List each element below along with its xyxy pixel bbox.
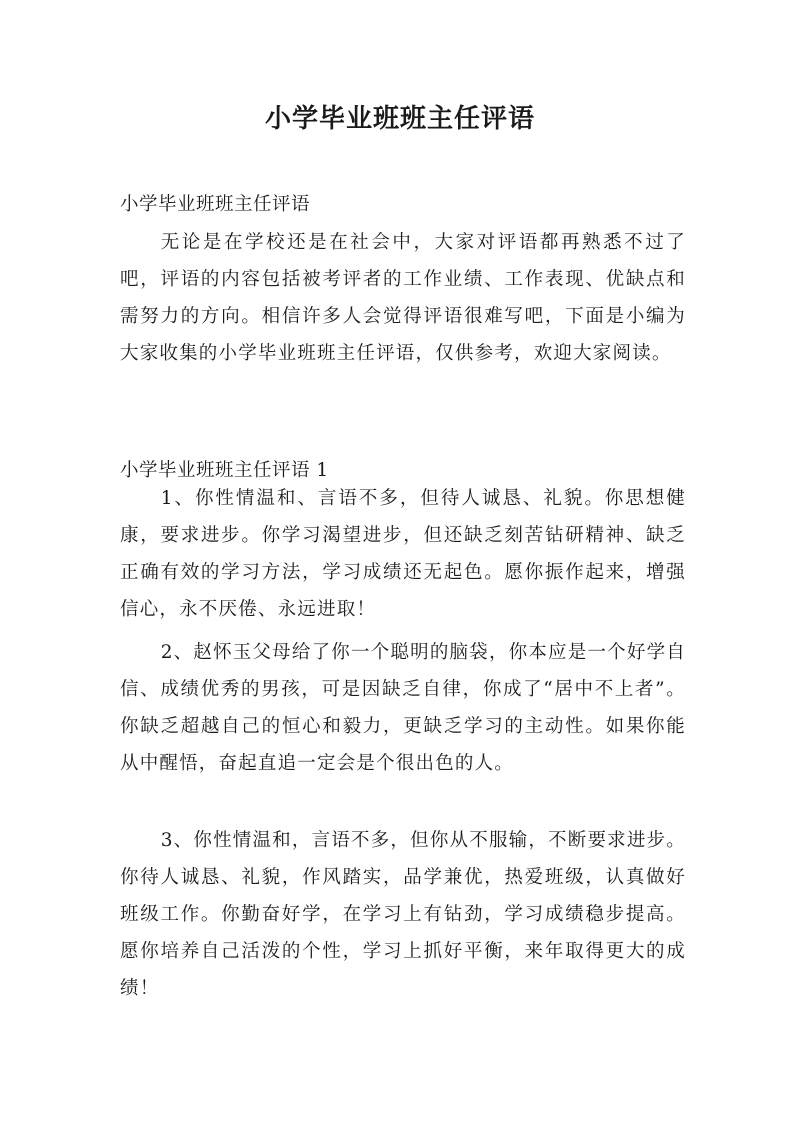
comment-paragraph-1: 1、你性情温和、言语不多，但待人诚恳、礼貌。你思想健康，要求进步。你学习渴望进步，但还缺乏刻苦钻研精神、缺乏正确有效的学习方法，学习成绩还无起色。愿你振作起来，增强信心，永不厌倦、永远进取！	[120, 488, 686, 620]
section-heading: 小学毕业班班主任评语 1	[120, 460, 329, 481]
intro-heading: 小学毕业班班主任评语	[120, 194, 311, 215]
intro-paragraph: 无论是在学校还是在社会中，大家对评语都再熟悉不过了吧，评语的内容包括被考评者的工作业绩、工作表现、优缺点和需努力的方向。相信许多人会觉得评语很难写吧，下面是小编为大家收集的小学毕业班班主任评语，仅供参考，欢迎大家阅读。	[120, 232, 686, 364]
document-title: 小学毕业班班主任评语	[264, 104, 535, 134]
comment-paragraph-3: 3、你性情温和，言语不多，但你从不服输，不断要求进步。你待人诚恳、礼貌，作风踏实，品学兼优，热爱班级，认真做好班级工作。你勤奋好学，在学习上有钻劲，学习成绩稳步提高。愿你培养自己活泼的个性，学习上抓好平衡，来年取得更大的成绩！	[120, 830, 686, 999]
comment-paragraph-2: 2、赵怀玉父母给了你一个聪明的脑袋，你本应是一个好学自信、成绩优秀的男孩，可是因缺乏自律，你成了“居中不上者”。你缺乏超越自己的恒心和毅力，更缺乏学习的主动性。如果你能从中醒悟，奋起直追一定会是个很出色的人。	[120, 642, 686, 774]
